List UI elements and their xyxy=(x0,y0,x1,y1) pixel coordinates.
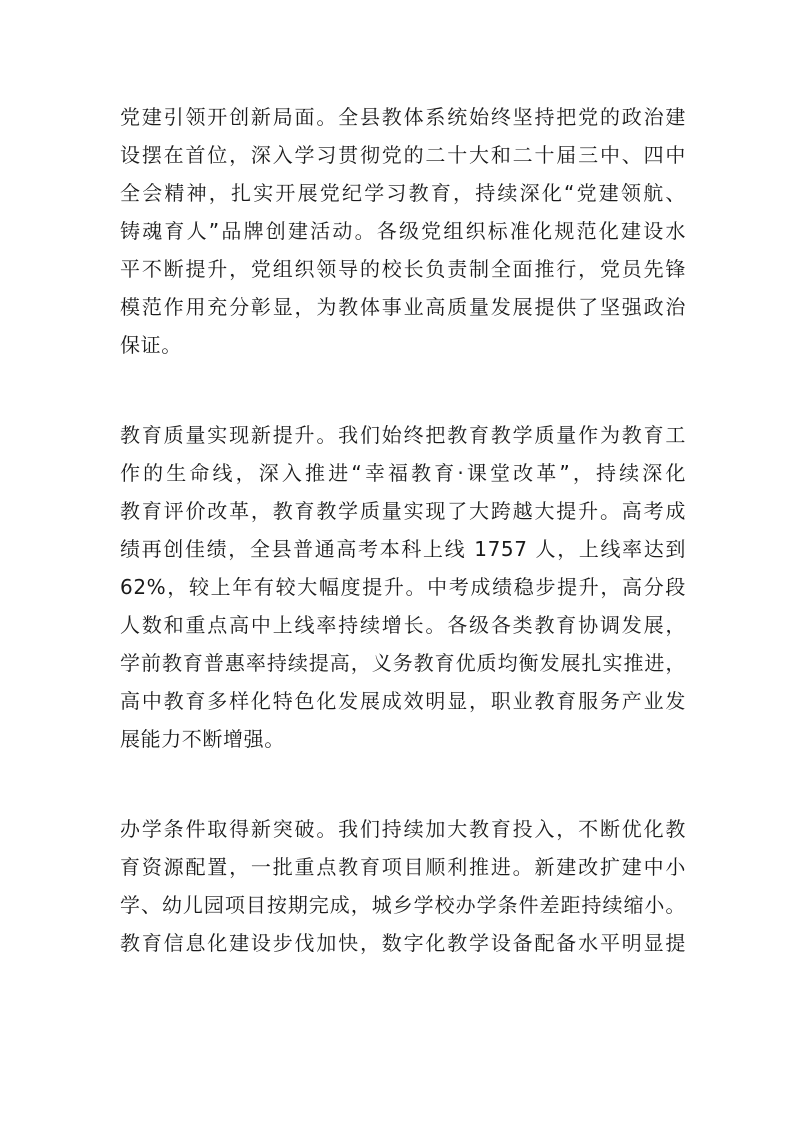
text-line: 教育信息化建设步伐加快，数字化教学设备配备水平明显提 xyxy=(120,931,686,955)
text-line: 平不断提升，党组织领导的校长负责制全面推行，党员先锋 xyxy=(120,257,686,281)
text-line: 学、幼儿园项目按期完成，城乡学校办学条件差距持续缩小。 xyxy=(120,893,686,917)
text-line: 育资源配置，一批重点教育项目顺利推进。新建改扩建中小 xyxy=(120,855,686,879)
text-line: 展能力不断增强。 xyxy=(120,727,285,751)
text-line: 教育评价改革，教育教学质量实现了大跨越大提升。高考成 xyxy=(120,499,686,523)
text-line: 模范作用充分彰显，为教体事业高质量发展提供了坚强政治 xyxy=(120,295,686,319)
text-line: 学前教育普惠率持续提高，义务教育优质均衡发展扎实推进， xyxy=(120,651,686,675)
paragraph-education-quality xyxy=(120,416,686,758)
text-line: 62%，较上年有较大幅度提升。中考成绩稳步提升，高分段 xyxy=(120,575,686,599)
paragraph-spacer xyxy=(120,364,686,416)
paragraph-school-conditions xyxy=(120,810,686,962)
text-line: 全会精神，扎实开展党纪学习教育，持续深化“党建领航、 xyxy=(120,181,686,205)
text-line: 党建引领开创新局面。全县教体系统始终坚持把党的政治建 xyxy=(120,105,686,129)
document-body xyxy=(120,98,686,962)
text-line: 设摆在首位，深入学习贯彻党的二十大和二十届三中、四中 xyxy=(120,143,686,167)
text-line: 绩再创佳绩，全县普通高考本科上线 1757 人，上线率达到 xyxy=(120,537,686,561)
text-line: 高中教育多样化特色化发展成效明显，职业教育服务产业发 xyxy=(120,689,686,713)
text-line: 保证。 xyxy=(120,333,182,357)
text-line: 人数和重点高中上线率持续增长。各级各类教育协调发展， xyxy=(120,613,686,637)
text-line: 教育质量实现新提升。我们始终把教育教学质量作为教育工 xyxy=(120,423,686,447)
text-line: 办学条件取得新突破。我们持续加大教育投入，不断优化教 xyxy=(120,817,686,841)
text-line: 作的生命线，深入推进“幸福教育·课堂改革”，持续深化 xyxy=(120,461,686,485)
text-line: 铸魂育人”品牌创建活动。各级党组织标准化规范化建设水 xyxy=(120,219,686,243)
paragraph-party-building xyxy=(120,98,686,364)
paragraph-spacer xyxy=(120,758,686,810)
